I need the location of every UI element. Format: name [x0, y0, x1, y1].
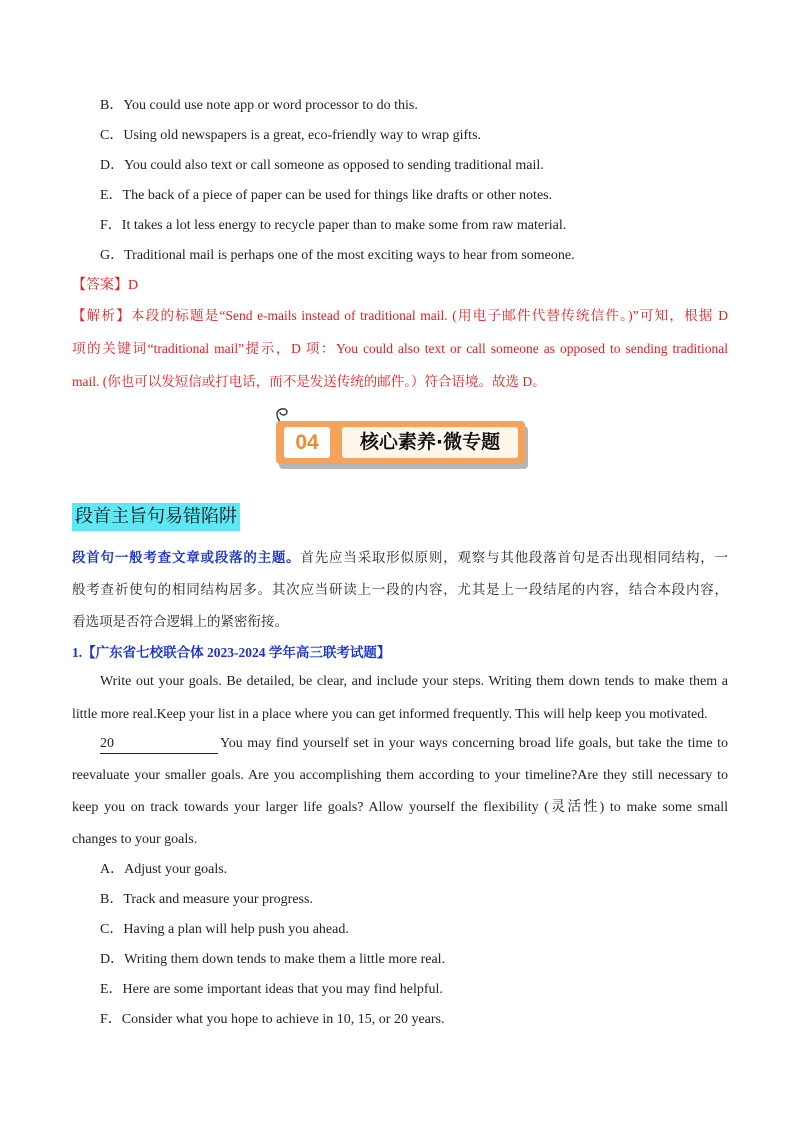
banner-title: 核心素养·微专题 [342, 427, 518, 458]
passage-p1-line-1: Write out your goals. Be detailed, be clear, and include your steps. Writing them down tends to make them a [100, 674, 728, 689]
intro-line-1 [72, 548, 728, 568]
option-c: C．Using old newspapers is a great, eco-friendly way to wrap gifts. [100, 128, 482, 143]
passage-p1-line-2: little more real.Keep your list in a place where you can get informed frequently. This will help keep you motivated. [72, 706, 708, 721]
option-c2: C．Having a plan will help push you ahead. [100, 922, 349, 937]
option-d2: D．Writing them down tends to make them a little more real. [100, 952, 446, 967]
answer-blank: 20 [100, 735, 218, 754]
passage-p2-line-1 [100, 734, 728, 754]
option-f: F．It takes a lot less energy to recycle paper than to make some from raw material. [100, 218, 567, 233]
section-banner [276, 421, 528, 469]
analysis-line-2: 项的关键词“traditional mail”提示，D 项：You could also text or call someone as opposed to sending traditional [72, 341, 728, 356]
section-title: 段首主旨句易错陷阱 [72, 503, 240, 531]
passage-p2-line-2: reevaluate your smaller goals. Are you accomplishing them according to your timeline?Are they still necessary to [72, 768, 728, 783]
option-g: G．Traditional mail is perhaps one of the most exciting ways to hear from someone. [100, 248, 575, 263]
passage-p2-line-3: keep you on track towards your larger life goals? Allow yourself the flexibility (灵活性) to make some small [72, 800, 728, 815]
intro-line-2: 般考查祈使句的相同结构居多。其次应当研读上一段的内容，尤其是上一段结尾的内容，结合本段内容， [72, 582, 728, 598]
analysis-line-1: 【解析】本段的标题是“Send e-mails instead of traditional mail. (用电子邮件代替传统信件。)”可知，根据 D [72, 308, 728, 323]
intro-line-3: 看选项是否符合逻辑上的紧密衔接。 [72, 614, 288, 630]
option-e: E．The back of a piece of paper can be used for things like drafts or other notes. [100, 188, 553, 203]
option-b: B．You could use note app or word processor to do this. [100, 98, 418, 113]
option-b2: B．Track and measure your progress. [100, 892, 313, 907]
option-e2: E．Here are some important ideas that you may find helpful. [100, 982, 443, 997]
option-f2: F．Consider what you hope to achieve in 10, 15, or 20 years. [100, 1012, 445, 1027]
banner-number: 04 [295, 431, 319, 454]
passage-p2-line-4: changes to your goals. [72, 832, 198, 847]
passage-p2-line-1-rest: You may find yourself set in your ways concerning broad life goals, but take the time to [220, 736, 728, 751]
intro-key-sentence: 段首句一般考查文章或段落的主题。 [72, 550, 301, 566]
intro-line-1-rest: 首先应当采取形似原则，观察与其他段落首句是否出现相同结构，一 [300, 550, 729, 566]
option-d: D．You could also text or call someone as opposed to sending traditional mail. [100, 158, 544, 173]
question-source: 1.【广东省七校联合体 2023-2024 学年高三联考试题】 [72, 645, 391, 660]
analysis-line-3: mail. (你也可以发短信或打电话，而不是发送传统的邮件。）符合语境。故选 D。 [72, 374, 546, 389]
option-a: A．Adjust your goals. [100, 862, 228, 877]
answer-line: 【答案】D [72, 278, 139, 293]
